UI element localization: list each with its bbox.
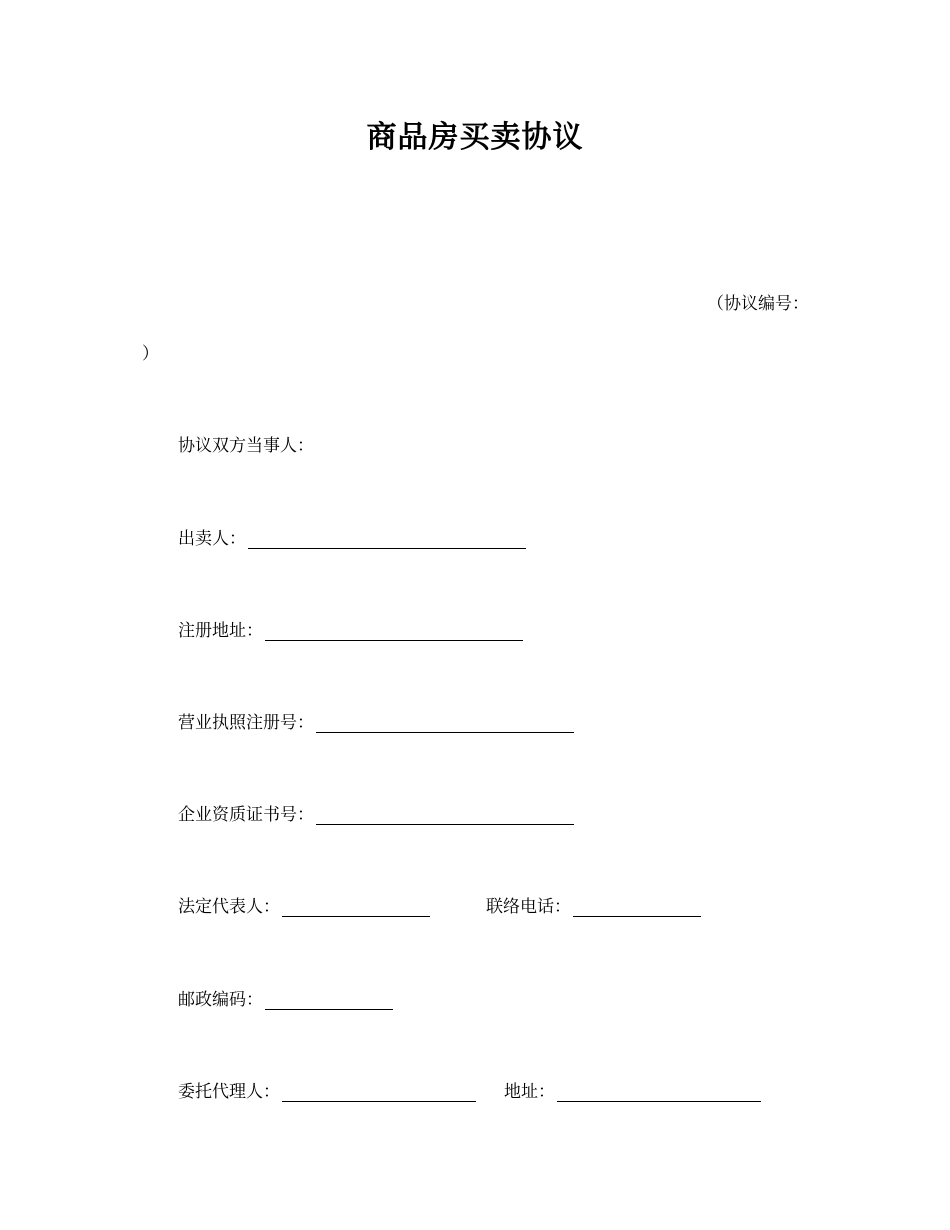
registered-address-line bbox=[178, 616, 523, 641]
contact-phone-label: 联络电话： bbox=[486, 897, 571, 917]
authorized-agent-line bbox=[178, 1077, 761, 1102]
registered-address-label: 注册地址： bbox=[178, 621, 263, 641]
legal-rep-label: 法定代表人： bbox=[178, 897, 280, 917]
authorized-agent-label: 委托代理人： bbox=[178, 1082, 280, 1102]
seller-blank[interactable] bbox=[248, 530, 526, 549]
legal-rep-line bbox=[178, 892, 701, 917]
qualification-cert-label: 企业资质证书号： bbox=[178, 805, 314, 825]
agreement-number-close: ） bbox=[142, 344, 159, 364]
qualification-cert-blank[interactable] bbox=[316, 806, 574, 825]
document-title: 商品房买卖协议 bbox=[366, 120, 584, 155]
legal-rep-blank[interactable] bbox=[282, 898, 430, 917]
address-blank[interactable] bbox=[557, 1083, 761, 1102]
postal-code-blank[interactable] bbox=[265, 991, 393, 1010]
seller-line bbox=[178, 524, 526, 549]
business-license-label: 营业执照注册号： bbox=[178, 713, 314, 733]
contact-phone-blank[interactable] bbox=[573, 898, 701, 917]
address-label: 地址： bbox=[504, 1082, 555, 1102]
postal-code-label: 邮政编码： bbox=[178, 990, 263, 1010]
parties-heading: 协议双方当事人： bbox=[178, 436, 314, 456]
registered-address-blank[interactable] bbox=[265, 622, 523, 641]
agreement-number-label: （协议编号： bbox=[707, 294, 809, 314]
seller-label: 出卖人： bbox=[178, 529, 246, 549]
qualification-cert-line bbox=[178, 800, 574, 825]
business-license-blank[interactable] bbox=[316, 714, 574, 733]
postal-code-line bbox=[178, 985, 393, 1010]
business-license-line bbox=[178, 708, 574, 733]
authorized-agent-blank[interactable] bbox=[282, 1083, 476, 1102]
parties-heading-line bbox=[178, 431, 314, 456]
